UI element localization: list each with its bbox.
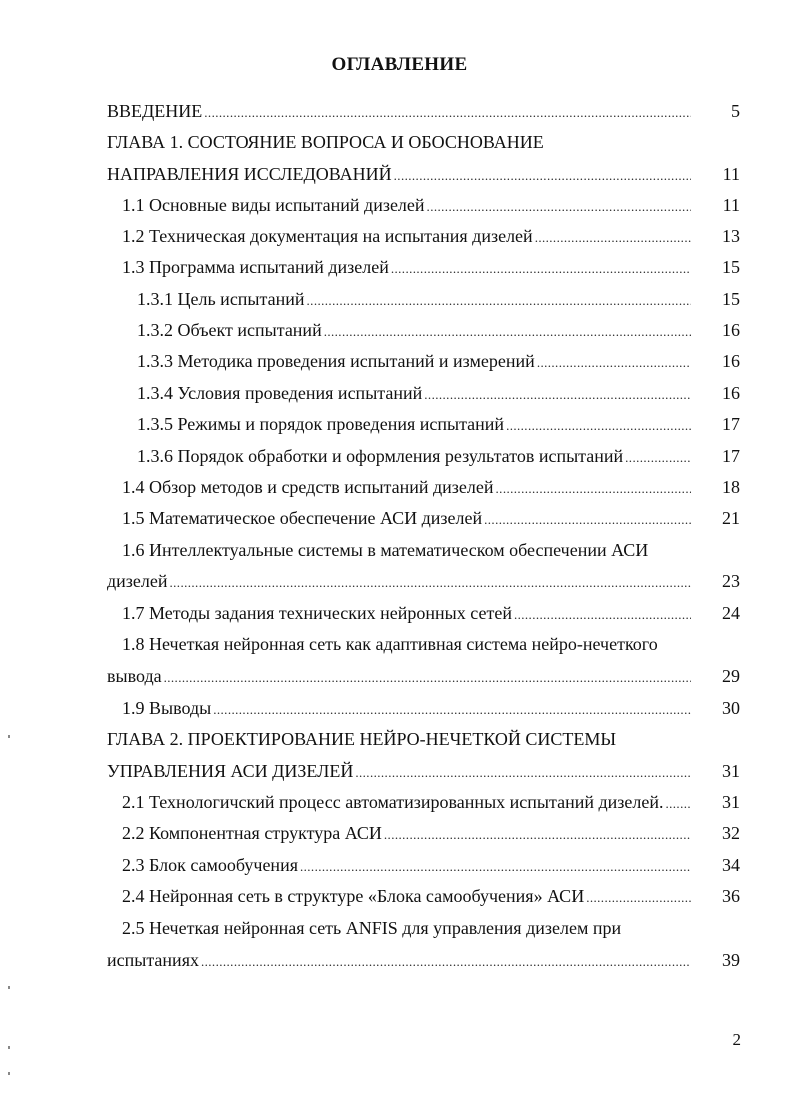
toc-entry-page: 13: [722, 226, 740, 246]
toc-entry-text: 1.3.6 Порядок обработки и оформления результатов испытаний: [137, 446, 624, 466]
toc-entry-text: ГЛАВА 1. СОСТОЯНИЕ ВОПРОСА И ОБОСНОВАНИЕ: [107, 132, 544, 152]
toc-entry: [122, 627, 700, 661]
toc-entry-page: 30: [722, 698, 740, 718]
dot-leader: [382, 818, 691, 852]
toc-entry-text: 2.1 Технологичский процесс автоматизированных испытаний дизелей.: [122, 792, 664, 812]
toc-entry-page: 11: [722, 195, 740, 215]
toc-entry-text: вывода: [107, 666, 162, 686]
toc-entry-page: 39: [722, 950, 740, 970]
dot-leader: [389, 252, 691, 286]
toc-entry: [107, 125, 700, 159]
toc-entry: [122, 470, 691, 504]
toc-entry-page: 34: [722, 855, 740, 875]
toc-entry: [107, 564, 691, 598]
toc-entry: [122, 188, 691, 222]
toc-entry-text: 1.5 Математическое обеспечение АСИ дизелей: [122, 508, 483, 528]
toc-entry-page: 32: [722, 823, 740, 843]
toc-entry-text: НАПРАВЛЕНИЯ ИССЛЕДОВАНИЙ: [107, 164, 392, 184]
toc-entry: [137, 376, 691, 410]
toc-entry: [122, 250, 691, 284]
toc-entry-text: 1.8 Нечеткая нейронная сеть как адаптивная система нейро-нечеткого: [122, 634, 658, 654]
toc-entry: [107, 94, 691, 128]
toc-entry: [122, 785, 691, 819]
toc-entry-page: 11: [722, 164, 740, 184]
toc-entry: [107, 943, 691, 977]
toc-entry-text: ГЛАВА 2. ПРОЕКТИРОВАНИЕ НЕЙРО-НЕЧЕТКОЙ СИСТЕМЫ: [107, 729, 617, 749]
toc-entry-page: 15: [722, 289, 740, 309]
dot-leader: [199, 945, 691, 979]
dot-leader: [535, 346, 691, 380]
toc-entry: [107, 754, 691, 788]
toc-entry-text: 1.1 Основные виды испытаний дизелей: [122, 195, 425, 215]
page-number: 2: [732, 1030, 741, 1049]
toc-entry-page: 29: [722, 666, 740, 686]
toc-entry: [122, 691, 691, 725]
toc-entry-page: 24: [722, 603, 740, 623]
toc-entry: [107, 659, 691, 693]
dot-leader: [162, 661, 691, 695]
toc-entry: [122, 533, 700, 567]
toc-entry-page: 16: [722, 320, 740, 340]
toc-entry-text: 1.9 Выводы: [122, 698, 212, 718]
toc-entry: [137, 439, 691, 473]
toc-entry-text: 2.4 Нейронная сеть в структуре «Блока самообучения» АСИ: [122, 886, 585, 906]
toc-entry-page: 36: [722, 886, 740, 906]
toc-entry-text: 1.2 Техническая документация на испытания дизелей: [122, 226, 533, 246]
toc-entry-text: ВВЕДЕНИЕ: [107, 101, 203, 121]
dot-leader: [584, 881, 691, 915]
toc-entry: [107, 157, 691, 191]
toc-entry: [122, 879, 691, 913]
toc-entry-text: 1.3.4 Условия проведения испытаний: [137, 383, 423, 403]
toc-entry-text: 1.4 Обзор методов и средств испытаний дизелей: [122, 477, 494, 497]
toc-entry: [122, 816, 691, 850]
toc-entry-page: 17: [722, 446, 740, 466]
toc-entry-page: 18: [722, 477, 740, 497]
toc-entry-text: 1.7 Методы задания технических нейронных сетей: [122, 603, 512, 623]
toc-entry-page: 23: [722, 571, 740, 591]
dot-leader: [482, 503, 691, 537]
toc-entry: [137, 407, 691, 441]
scan-speck: [8, 1072, 10, 1075]
toc-entry: [122, 596, 691, 630]
toc-entry-page: 31: [722, 792, 740, 812]
toc-entry: [122, 848, 691, 882]
toc-entry: [122, 219, 691, 253]
toc-entry-page: 16: [722, 351, 740, 371]
toc-entry: [122, 501, 691, 535]
toc-entry-text: 2.5 Нечеткая нейронная сеть ANFIS для управления дизелем при: [122, 918, 622, 938]
toc-entry: [107, 722, 700, 756]
toc-entry-text: 1.3.1 Цель испытаний: [137, 289, 305, 309]
toc-entry: [137, 344, 691, 378]
toc-entry-text: 1.3.2 Объект испытаний: [137, 320, 322, 340]
toc-entry-page: 31: [722, 761, 740, 781]
toc-entry: [122, 911, 700, 945]
scan-speck: [8, 735, 10, 738]
toc-entry: [137, 282, 691, 316]
dot-leader: [168, 566, 692, 600]
toc-entry-text: 1.3 Программа испытаний дизелей: [122, 257, 389, 277]
toc-entry-page: 17: [722, 414, 740, 434]
toc-entry-text: 1.6 Интеллектуальные системы в математическом обеспечении АСИ: [122, 540, 649, 560]
scan-speck: [8, 1046, 10, 1049]
toc-entry: [137, 313, 691, 347]
toc-entry-text: УПРАВЛЕНИЯ АСИ ДИЗЕЛЕЙ: [107, 761, 354, 781]
toc-entry-page: 21: [722, 508, 740, 528]
dot-leader: [504, 409, 691, 443]
toc-entry-text: 1.3.3 Методика проведения испытаний и измерений: [137, 351, 535, 371]
toc-entry-text: дизелей: [107, 571, 168, 591]
toc-entry-text: испытаниях: [107, 950, 199, 970]
scan-speck: [8, 986, 10, 989]
toc-entry-page: 5: [731, 101, 740, 121]
page-title: ОГЛАВЛЕНИЕ: [331, 54, 468, 75]
toc-entry-page: 15: [722, 257, 740, 277]
toc-entry-text: 2.3 Блок самообучения: [122, 855, 298, 875]
toc-entry-text: 2.2 Компонентная структура АСИ: [122, 823, 382, 843]
toc-entry-text: 1.3.5 Режимы и порядок проведения испытаний: [137, 414, 505, 434]
toc-entry-page: 16: [722, 383, 740, 403]
